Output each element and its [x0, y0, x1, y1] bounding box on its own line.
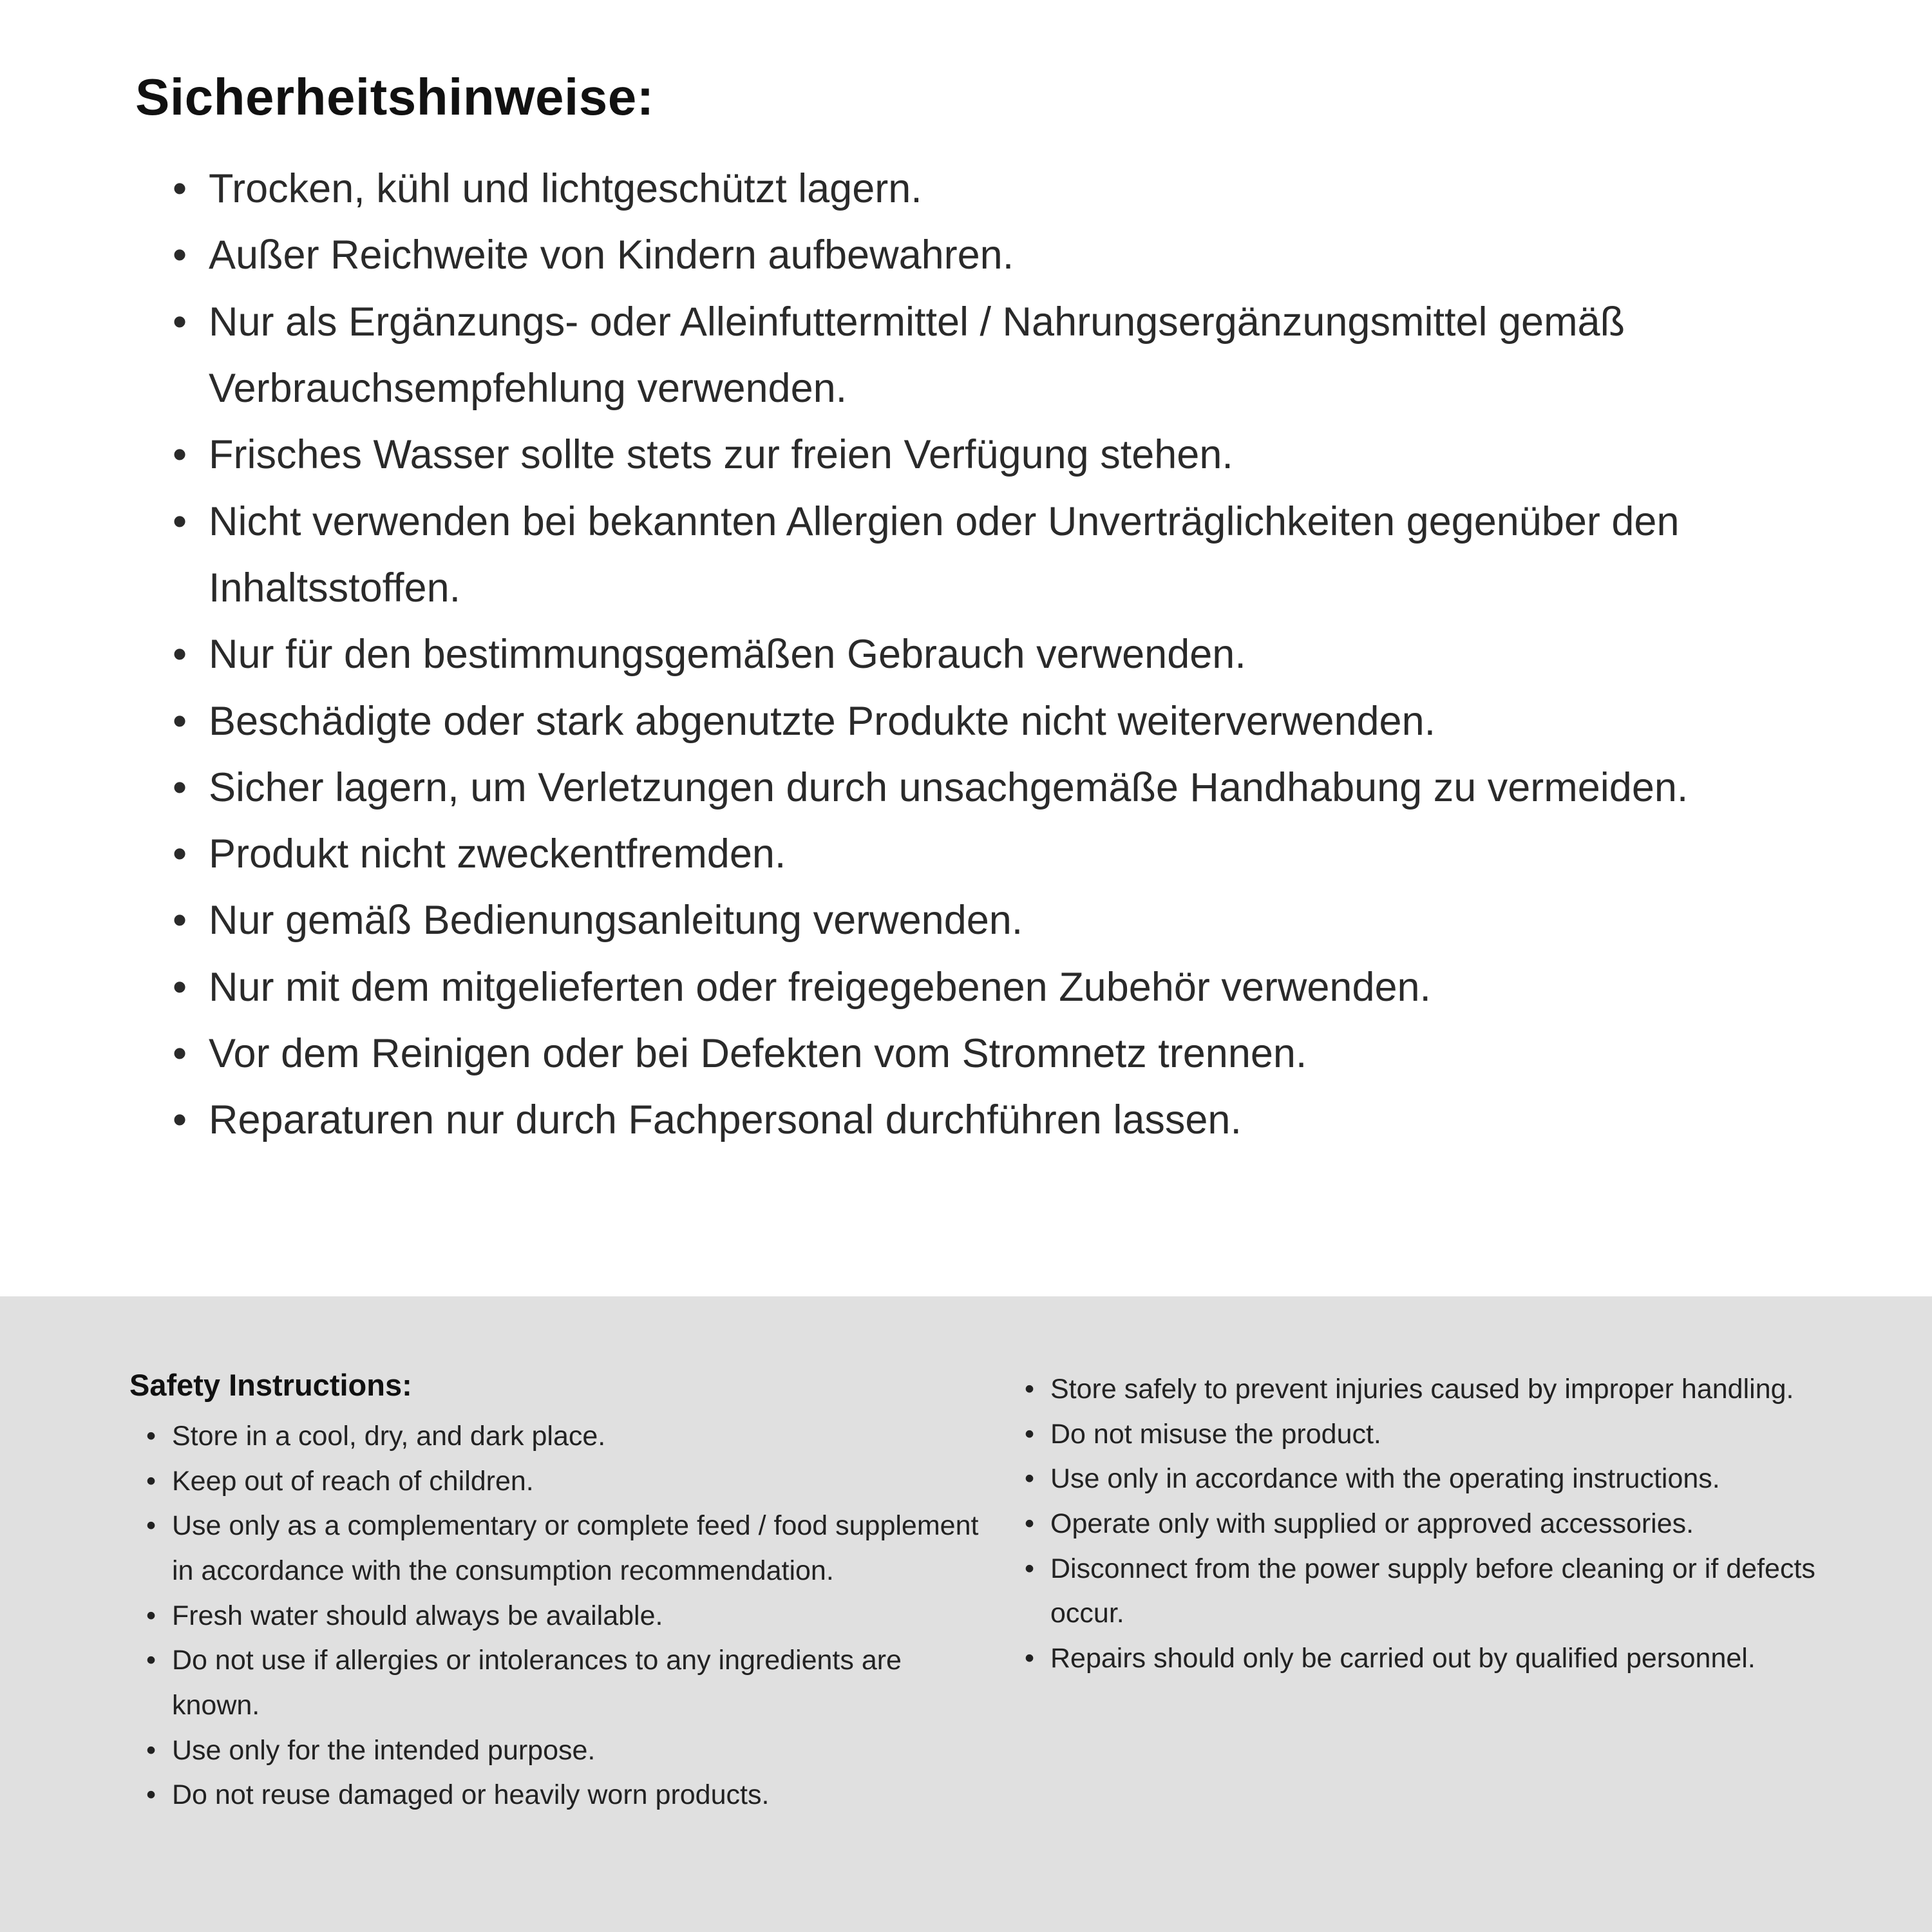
- list-item-text: Do not use if allergies or intolerances to any ingredients are known.: [172, 1645, 902, 1721]
- list-item: [173, 1021, 1829, 1087]
- english-left-column: [129, 1367, 980, 1932]
- bullet-marker: •: [1025, 1508, 1035, 1539]
- list-item-text: Store safely to prevent injuries caused by improper handling.: [1050, 1374, 1794, 1405]
- list-item-text: Nur gemäß Bedienungsanleitung verwenden.: [209, 898, 1023, 943]
- list-item-text: Keep out of reach of children.: [172, 1465, 534, 1497]
- list-item: [173, 156, 1829, 222]
- list-item-text: Produkt nicht zweckentfremden.: [209, 831, 786, 877]
- bullet-marker: •: [146, 1465, 156, 1497]
- list-item: [1025, 1547, 1836, 1636]
- list-item-text: Use only in accordance with the operating instructions.: [1050, 1463, 1720, 1495]
- list-item-text: Frisches Wasser sollte stets zur freien Verfügung stehen.: [209, 432, 1233, 478]
- list-item: [173, 887, 1829, 954]
- bullet-marker: •: [1025, 1463, 1035, 1495]
- list-item: [173, 954, 1829, 1021]
- english-right-column: [1025, 1367, 1836, 1932]
- bullet-marker: •: [173, 1097, 187, 1143]
- list-item: [1025, 1457, 1836, 1502]
- list-item: [173, 289, 1829, 422]
- list-item: [146, 1638, 980, 1728]
- list-item-text: Fresh water should always be available.: [172, 1600, 663, 1631]
- bullet-marker: •: [173, 632, 187, 677]
- list-item-text: Nur mit dem mitgelieferten oder freigegebenen Zubehör verwenden.: [209, 964, 1432, 1010]
- bullet-marker: •: [1025, 1374, 1035, 1405]
- list-item: [1025, 1636, 1836, 1681]
- list-item: [173, 422, 1829, 488]
- english-instructions-list-left: [146, 1414, 980, 1818]
- list-item-text: Repairs should only be carried out by qualified personnel.: [1050, 1642, 1756, 1674]
- list-item-text: Außer Reichweite von Kindern aufbewahren.: [209, 232, 1014, 278]
- bullet-marker: •: [146, 1600, 156, 1631]
- list-item: [146, 1594, 980, 1639]
- list-item-text: Beschädigte oder stark abgenutzte Produkte nicht weiterverwenden.: [209, 698, 1436, 744]
- list-item: [173, 489, 1829, 622]
- bullet-marker: •: [173, 166, 187, 211]
- list-item: [173, 821, 1829, 887]
- bullet-marker: •: [173, 964, 187, 1010]
- bullet-marker: •: [146, 1421, 156, 1452]
- bullet-marker: •: [173, 898, 187, 943]
- german-section-title: Sicherheitshinweise:: [135, 68, 654, 126]
- bullet-marker: •: [173, 764, 187, 810]
- list-item: [146, 1773, 980, 1818]
- list-item: [146, 1728, 980, 1774]
- list-item: [1025, 1412, 1836, 1457]
- bullet-marker: •: [146, 1779, 156, 1811]
- list-item: [1025, 1367, 1836, 1412]
- bullet-marker: •: [146, 1734, 156, 1766]
- list-item: [1025, 1502, 1836, 1547]
- bullet-marker: •: [1025, 1553, 1035, 1584]
- list-item: [146, 1504, 980, 1593]
- bullet-marker: •: [173, 432, 187, 478]
- list-item-text: Operate only with supplied or approved accessories.: [1050, 1508, 1694, 1539]
- list-item: [173, 688, 1829, 755]
- english-section: [0, 1296, 1932, 1932]
- bullet-marker: •: [173, 831, 187, 877]
- bullet-marker: •: [173, 698, 187, 744]
- list-item-text: Reparaturen nur durch Fachpersonal durchführen lassen.: [209, 1097, 1242, 1143]
- list-item-text: Use only as a complementary or complete feed / food supplement in accordance with the consumption recommendation.: [172, 1510, 979, 1586]
- list-item: [146, 1459, 980, 1504]
- bullet-marker: •: [1025, 1418, 1035, 1450]
- bullet-marker: •: [173, 299, 187, 345]
- list-item: [173, 222, 1829, 289]
- bullet-marker: •: [173, 232, 187, 278]
- english-section-title: Safety Instructions:: [129, 1368, 412, 1402]
- list-item: [173, 621, 1829, 688]
- list-item-text: Disconnect from the power supply before cleaning or if defects occur.: [1050, 1553, 1815, 1629]
- list-item-text: Trocken, kühl und lichtgeschützt lagern.: [209, 166, 922, 211]
- list-item-text: Use only for the intended purpose.: [172, 1734, 596, 1766]
- list-item-text: Do not misuse the product.: [1050, 1418, 1381, 1450]
- bullet-marker: •: [173, 1031, 187, 1077]
- list-item-text: Nur als Ergänzungs- oder Alleinfuttermittel / Nahrungsergänzungsmittel gemäß Verbrauchsempfehlung verwenden.: [209, 299, 1625, 411]
- list-item: [146, 1414, 980, 1459]
- list-item: [173, 755, 1829, 821]
- list-item-text: Nicht verwenden bei bekannten Allergien oder Unverträglichkeiten gegenüber den Inhaltsstoffen.: [209, 498, 1680, 611]
- bullet-marker: •: [146, 1645, 156, 1676]
- list-item-text: Store in a cool, dry, and dark place.: [172, 1421, 606, 1452]
- list-item-text: Sicher lagern, um Verletzungen durch unsachgemäße Handhabung zu vermeiden.: [209, 764, 1689, 810]
- list-item: [173, 1087, 1829, 1153]
- german-instructions-list: [173, 156, 1829, 1154]
- list-item-text: Do not reuse damaged or heavily worn products.: [172, 1779, 770, 1811]
- bullet-marker: •: [146, 1510, 156, 1542]
- list-item-text: Nur für den bestimmungsgemäßen Gebrauch verwenden.: [209, 632, 1246, 677]
- bullet-marker: •: [1025, 1642, 1035, 1674]
- english-instructions-list-right: [1025, 1367, 1836, 1681]
- bullet-marker: •: [173, 498, 187, 544]
- list-item-text: Vor dem Reinigen oder bei Defekten vom Stromnetz trennen.: [209, 1031, 1307, 1077]
